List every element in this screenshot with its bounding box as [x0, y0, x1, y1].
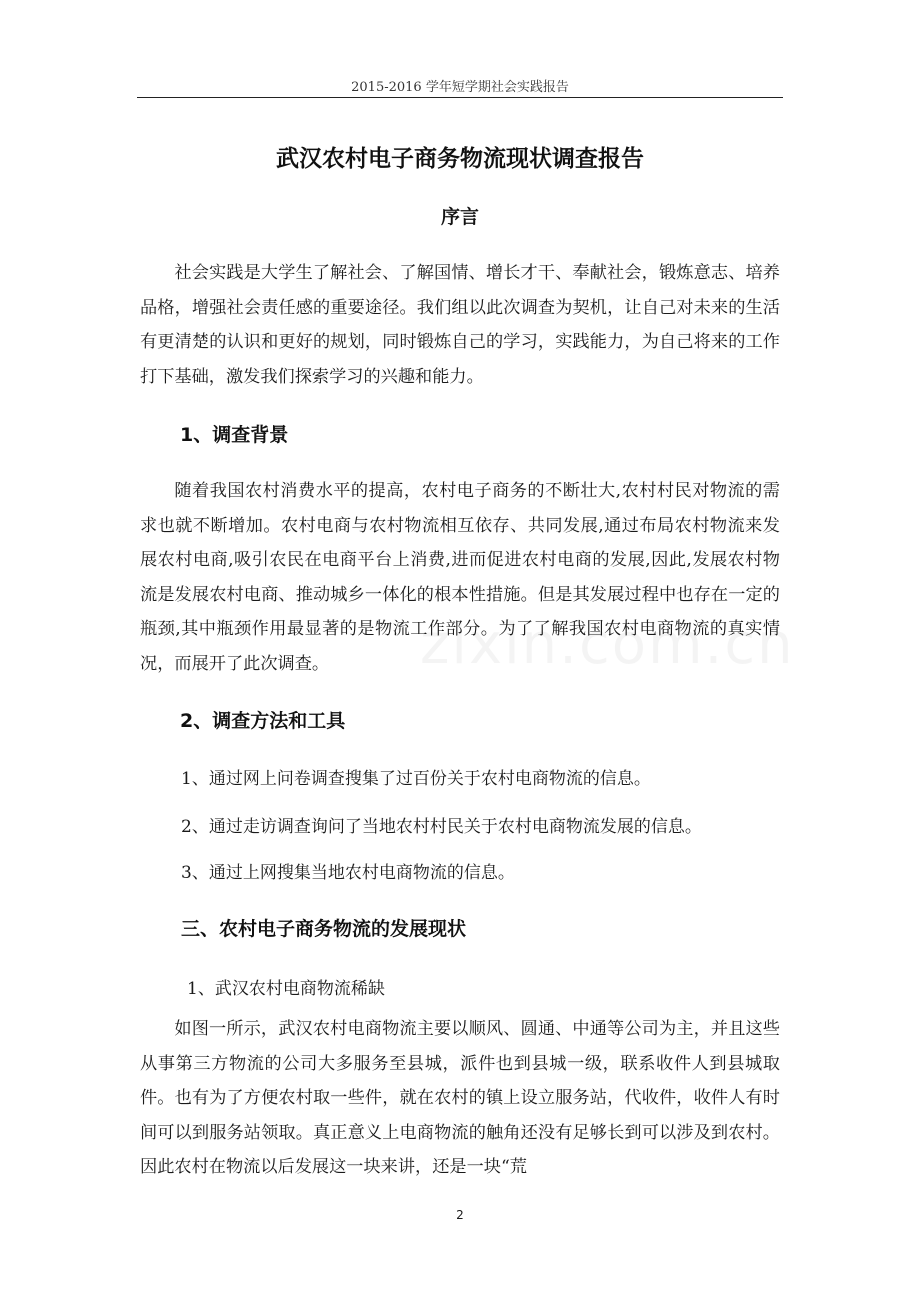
running-header: 2015-2016 学年短学期社会实践报告 [351, 80, 569, 95]
header-rule [137, 97, 783, 98]
section-2-heading: 2、调查方法和工具 [180, 710, 346, 732]
section-3-heading: 三、农村电子商务物流的发展现状 [181, 918, 467, 940]
section-3-subheading: 1、武汉农村电商物流稀缺 [187, 979, 385, 999]
method-item-3: 3、通过上网搜集当地农村电商物流的信息。 [181, 863, 515, 883]
method-item-1: 1、通过网上问卷调查搜集了过百份关于农村电商物流的信息。 [181, 769, 651, 789]
section-1-heading: 1、调查背景 [180, 424, 289, 446]
method-item-2: 2、通过走访调查询问了当地农村村民关于农村电商物流发展的信息。 [181, 817, 702, 837]
watermark [420, 612, 795, 677]
preface-paragraph: 社会实践是大学生了解社会、了解国情、增长才干、奉献社会，锻炼意志、培养品格，增强社会责任感的重要途径。我们组以此次调查为契机，让自己对未来的生活有更清楚的认识和更好的规划，同时锻炼自己的学习，实践能力，为自己将来的工作打下基础，激发我们探索学习的兴趣和能力。 [140, 263, 780, 387]
page-number: 2 [456, 1208, 464, 1222]
preface-heading: 序言 [440, 206, 479, 228]
section-3-paragraph: 如图一所示，武汉农村电商物流主要以顺风、圆通、中通等公司为主，并且这些从事第三方物流的公司大多服务至县城，派件也到县城一级，联系收件人到县城取件。也有为了方便农村取一些件，就在农村的镇上设立服务站，代收件，收件人有时间可以到服务站领取。真正意义上电商物流的触角还没有足够长到可以涉及到农村。因此农村在物流以后发展这一块来讲，还是一块“荒 [140, 1019, 780, 1177]
document-title: 武汉农村电子商务物流现状调查报告 [276, 146, 644, 172]
section-1-paragraph: 随着我国农村消费水平的提高，农村电子商务的不断壮大,农村村民对物流的需求也就不断增加。农村电商与农村物流相互依存、共同发展,通过布局农村物流来发展农村电商,吸引农民在电商平台上消费,进而促进农村电商的发展,因此,发展农村物流是发展农村电商、推动城乡一体化的根本性措施。但是其发展过程中也存在一定的瓶颈,其中瓶颈作用最显著的是物流工作部分。为了了解我国农村电商物流的真实情况，而展开了此次调查。 [140, 481, 780, 674]
